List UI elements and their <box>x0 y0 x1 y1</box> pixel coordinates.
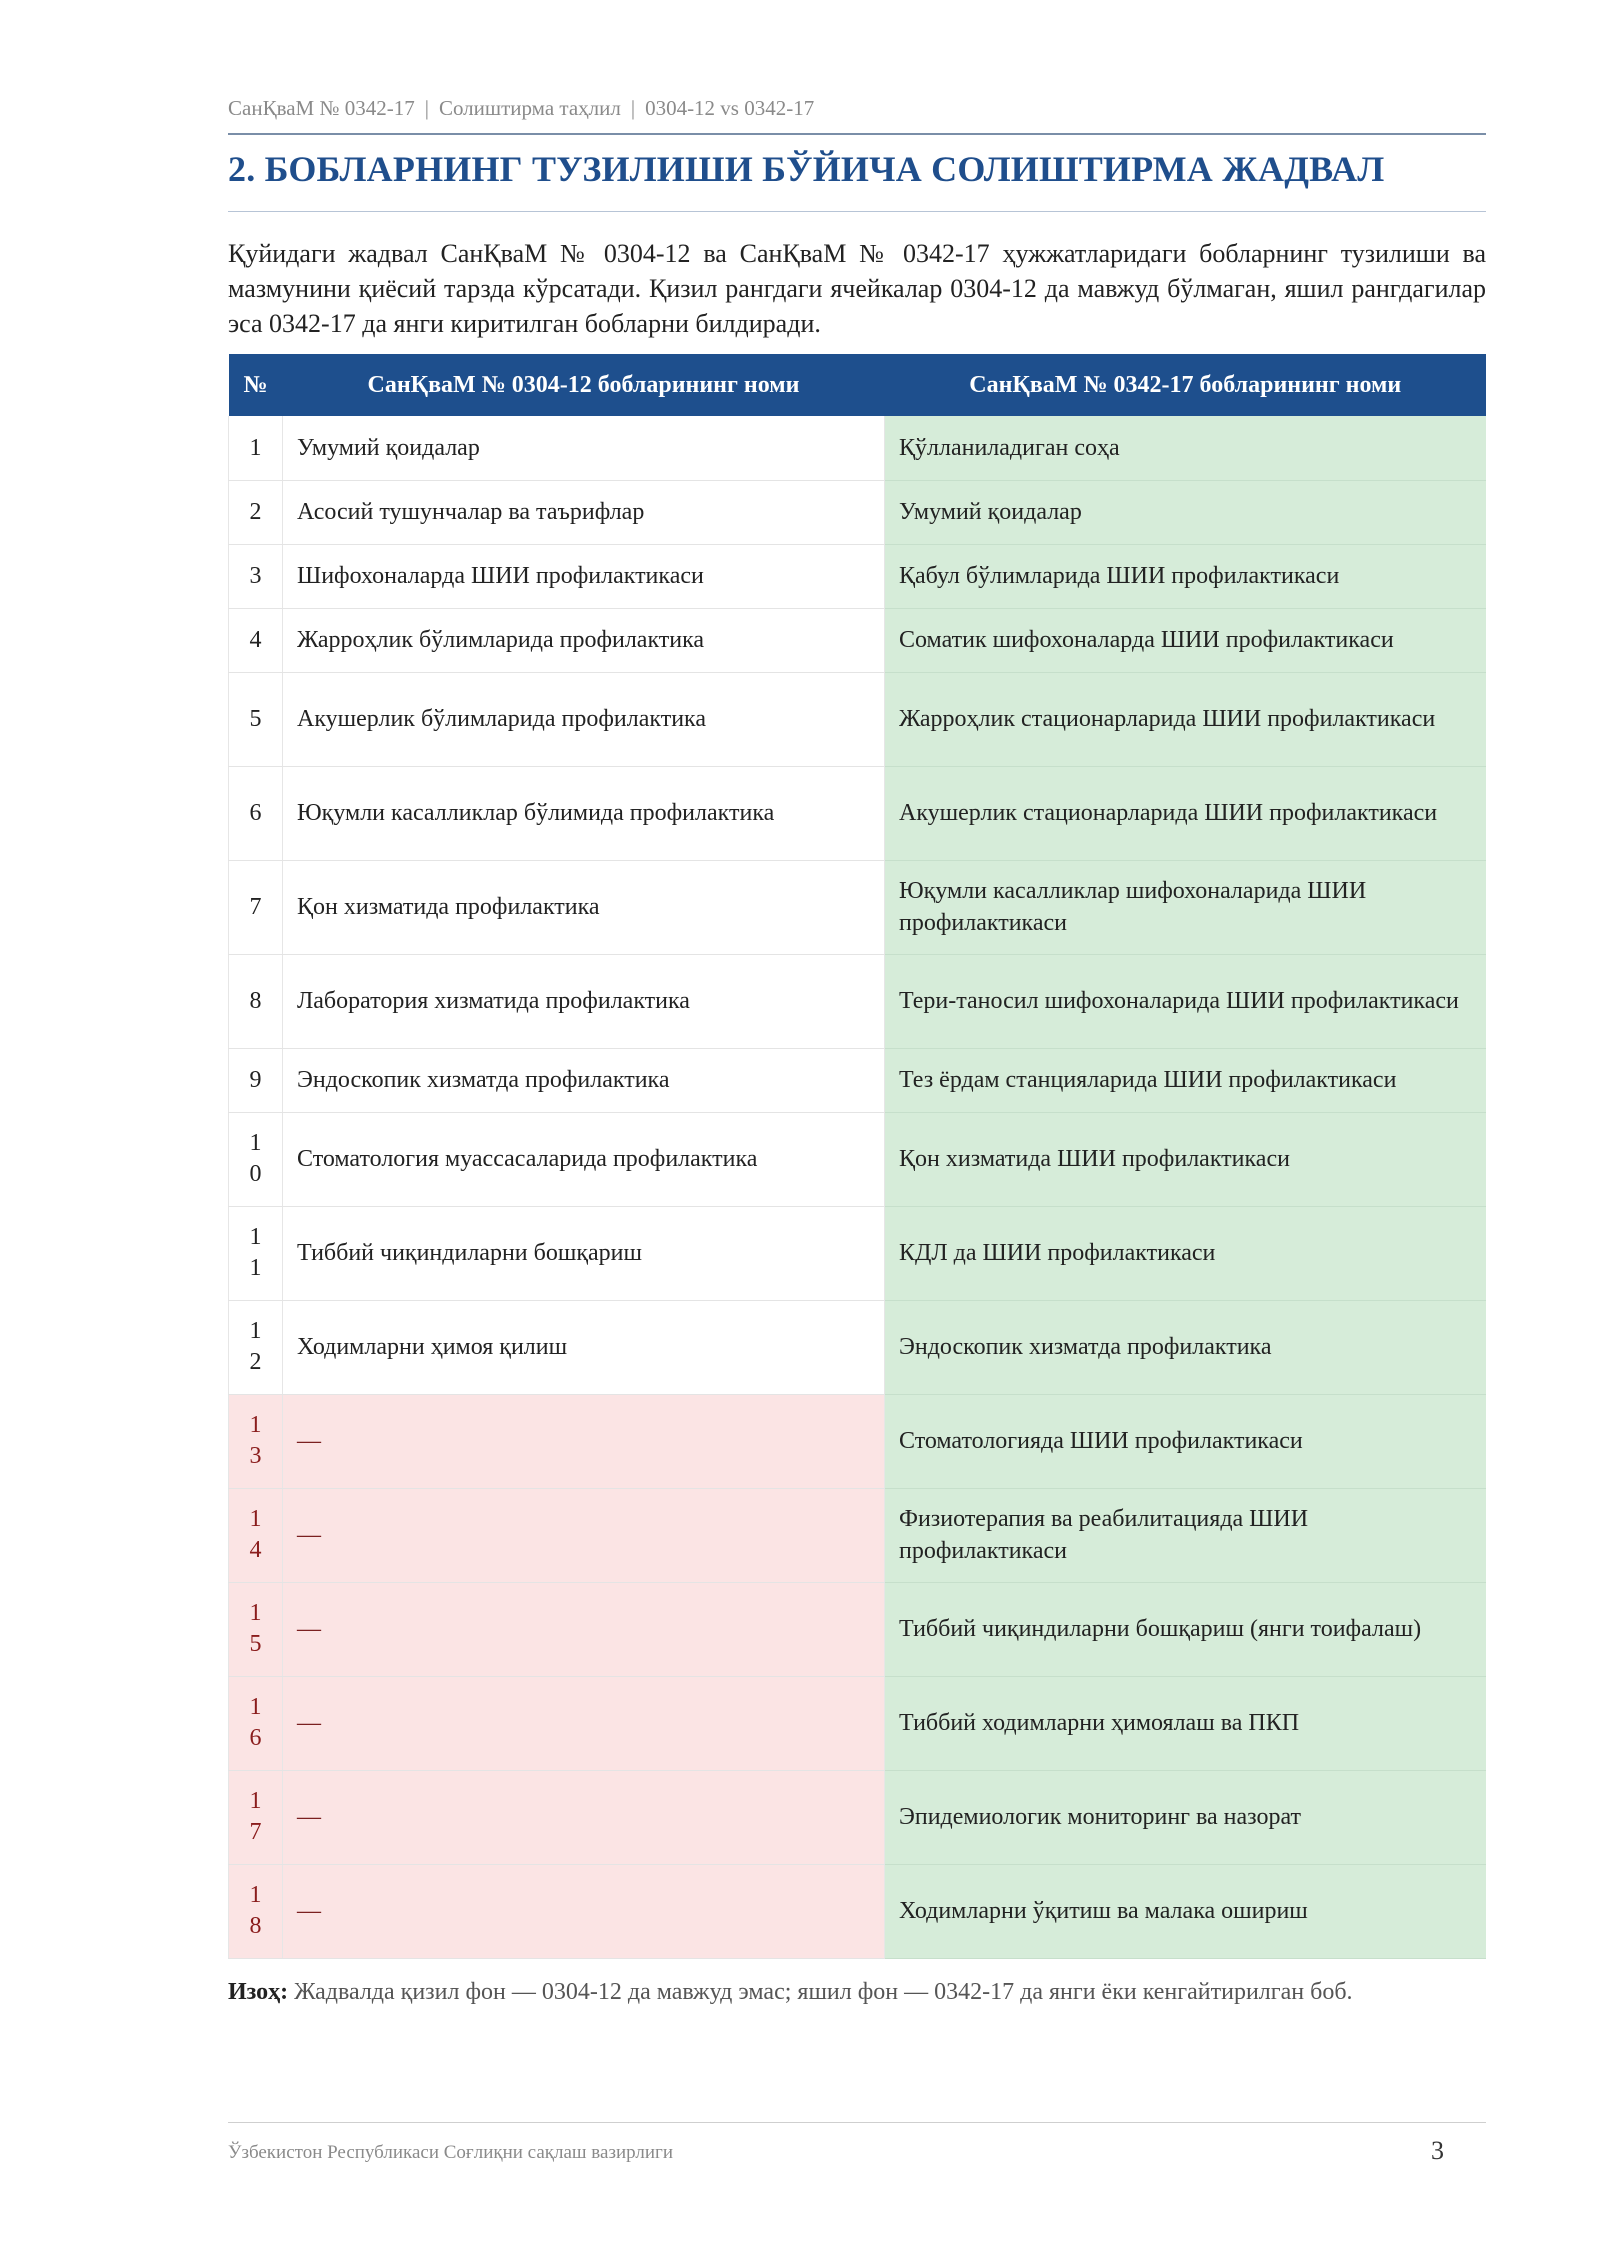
table-row <box>229 1048 1487 1112</box>
intro-paragraph: Қуйидаги жадвал СанҚваМ № 0304-12 ва СанҚваМ № 0342-17 ҳужжатларидаги бобларнинг тузилиши ва мазмунини қиёсий тарзда кўрсатади. Қизил рангдаги ячейкалар 0304-12 да мавжуд бўлмаган, яшил рангдагилар эса 0342-17 да янги киритилган бобларни билдиради. <box>228 239 1486 338</box>
table-header-row <box>229 354 1487 416</box>
header-separator: | <box>424 96 429 120</box>
row-number <box>229 766 283 860</box>
page-number: 3 <box>1431 2136 1444 2165</box>
row-number-text: 12 <box>249 1318 262 1375</box>
new-chapter-name: Ходимларни ўқитиш ва малака ошириш <box>885 1864 1487 1958</box>
column-header-old: СанҚваМ № 0304-12 бобларининг номи <box>283 354 885 416</box>
row-number <box>229 954 283 1048</box>
old-chapter-name: — <box>283 1488 885 1582</box>
footer-rule <box>228 2122 1486 2123</box>
row-number-text: 11 <box>249 1224 262 1281</box>
table-row <box>229 1488 1487 1582</box>
row-number <box>229 1112 283 1206</box>
new-chapter-name: Тиббий ходимларни ҳимоялаш ва ПКП <box>885 1676 1487 1770</box>
row-number-text: 5 <box>249 706 262 732</box>
table-row <box>229 1770 1487 1864</box>
row-number <box>229 1300 283 1394</box>
new-chapter-name: Қўлланиладиган соҳа <box>885 416 1487 480</box>
old-chapter-name: Эндоскопик хизматда профилактика <box>283 1048 885 1112</box>
row-number <box>229 1048 283 1112</box>
old-chapter-name: Тиббий чиқиндиларни бошқариш <box>283 1206 885 1300</box>
row-number <box>229 1394 283 1488</box>
new-chapter-name: Эндоскопик хизматда профилактика <box>885 1300 1487 1394</box>
title-rule <box>228 211 1486 212</box>
new-chapter-name: Тери-таносил шифохоналарида ШИИ профилактикаси <box>885 954 1487 1048</box>
table-body <box>229 416 1487 1958</box>
row-number <box>229 860 283 954</box>
old-chapter-name: Стоматология муассасаларида профилактика <box>283 1112 885 1206</box>
row-number <box>229 480 283 544</box>
row-number <box>229 1488 283 1582</box>
row-number-text: 8 <box>249 988 262 1014</box>
row-number-text: 16 <box>249 1694 262 1751</box>
table-row <box>229 416 1487 480</box>
new-chapter-name: Соматик шифохоналарда ШИИ профилактикаси <box>885 608 1487 672</box>
table-row <box>229 766 1487 860</box>
running-header <box>228 96 1486 121</box>
old-chapter-name: Лаборатория хизматида профилактика <box>283 954 885 1048</box>
comparison-table <box>228 354 1486 1959</box>
row-number-text: 14 <box>249 1506 262 1563</box>
row-number-text: 2 <box>249 499 262 525</box>
row-number-text: 10 <box>249 1130 262 1187</box>
new-chapter-name: Эпидемиологик мониторинг ва назорат <box>885 1770 1487 1864</box>
new-chapter-name: Жарроҳлик стационарларида ШИИ профилактикаси <box>885 672 1487 766</box>
table-row <box>229 1112 1487 1206</box>
table-row <box>229 672 1487 766</box>
table-row <box>229 480 1487 544</box>
row-number-text: 15 <box>249 1600 262 1657</box>
old-chapter-name: Қон хизматида профилактика <box>283 860 885 954</box>
old-chapter-name: Юқумли касалликлар бўлимида профилактика <box>283 766 885 860</box>
new-chapter-name: Тиббий чиқиндиларни бошқариш (янги тоифалаш) <box>885 1582 1487 1676</box>
old-chapter-name: Ходимларни ҳимоя қилиш <box>283 1300 885 1394</box>
row-number <box>229 608 283 672</box>
header-doc: СанҚваМ № 0342-17 <box>228 96 415 120</box>
row-number-text: 18 <box>249 1882 262 1939</box>
old-chapter-name: — <box>283 1864 885 1958</box>
note-label: Изоҳ: <box>228 1979 289 2005</box>
header-compare: 0304-12 vs 0342-17 <box>645 96 815 120</box>
old-chapter-name: — <box>283 1394 885 1488</box>
footer-ministry: Ўзбекистон Республикаси Соғлиқни сақлаш вазирлиги <box>228 2142 673 2163</box>
table-row <box>229 608 1487 672</box>
column-header-new: СанҚваМ № 0342-17 бобларининг номи <box>885 354 1487 416</box>
table-row <box>229 1206 1487 1300</box>
row-number <box>229 1770 283 1864</box>
table-row <box>229 860 1487 954</box>
row-number <box>229 1206 283 1300</box>
row-number <box>229 544 283 608</box>
old-chapter-name: Асосий тушунчалар ва таърифлар <box>283 480 885 544</box>
row-number-text: 6 <box>249 800 262 826</box>
new-chapter-name: Акушерлик стационарларида ШИИ профилактикаси <box>885 766 1487 860</box>
old-chapter-name: Жарроҳлик бўлимларида профилактика <box>283 608 885 672</box>
table-row <box>229 1582 1487 1676</box>
table-row <box>229 1864 1487 1958</box>
new-chapter-name: Қабул бўлимларида ШИИ профилактикаси <box>885 544 1487 608</box>
new-chapter-name: Физиотерапия ва реабилитацияда ШИИ профилактикаси <box>885 1488 1487 1582</box>
table-row <box>229 1394 1487 1488</box>
table-row <box>229 1676 1487 1770</box>
header-rule <box>228 133 1486 135</box>
new-chapter-name: КДЛ да ШИИ профилактикаси <box>885 1206 1487 1300</box>
new-chapter-name: Умумий қоидалар <box>885 480 1487 544</box>
row-number-text: 3 <box>249 563 262 589</box>
row-number <box>229 416 283 480</box>
new-chapter-name: Стоматологияда ШИИ профилактикаси <box>885 1394 1487 1488</box>
header-section: Солиштирма таҳлил <box>438 96 621 120</box>
new-chapter-name: Қон хизматида ШИИ профилактикаси <box>885 1112 1487 1206</box>
old-chapter-name: Шифохоналарда ШИИ профилактикаси <box>283 544 885 608</box>
section-title: 2. БОБЛАРНИНГ ТУЗИЛИШИ БЎЙИЧА СОЛИШТИРМА ЖАДВАЛ <box>228 149 1385 189</box>
old-chapter-name: — <box>283 1582 885 1676</box>
row-number <box>229 672 283 766</box>
row-number <box>229 1676 283 1770</box>
row-number-text: 7 <box>249 894 262 920</box>
row-number-text: 9 <box>249 1067 262 1093</box>
row-number <box>229 1582 283 1676</box>
table-row <box>229 544 1487 608</box>
table-note <box>228 1976 1486 2008</box>
row-number-text: 17 <box>249 1788 262 1845</box>
row-number-text: 1 <box>249 434 262 461</box>
table-row <box>229 1300 1487 1394</box>
old-chapter-name: — <box>283 1676 885 1770</box>
row-number-text: 13 <box>249 1412 262 1469</box>
new-chapter-name: Тез ёрдам станцияларида ШИИ профилактикаси <box>885 1048 1487 1112</box>
table-row <box>229 954 1487 1048</box>
old-chapter-name: — <box>283 1770 885 1864</box>
old-chapter-name: Умумий қоидалар <box>283 416 885 480</box>
note-text: Жадвалда қизил фон — 0304-12 да мавжуд эмас; яшил фон — 0342-17 да янги ёки кенгайтирилган боб. <box>288 1979 1353 2005</box>
old-chapter-name: Акушерлик бўлимларида профилактика <box>283 672 885 766</box>
new-chapter-name: Юқумли касалликлар шифохоналарида ШИИ профилактикаси <box>885 860 1487 954</box>
row-number-text: 4 <box>249 627 262 653</box>
row-number <box>229 1864 283 1958</box>
column-header-number: № <box>229 354 283 416</box>
header-separator: | <box>630 96 636 120</box>
